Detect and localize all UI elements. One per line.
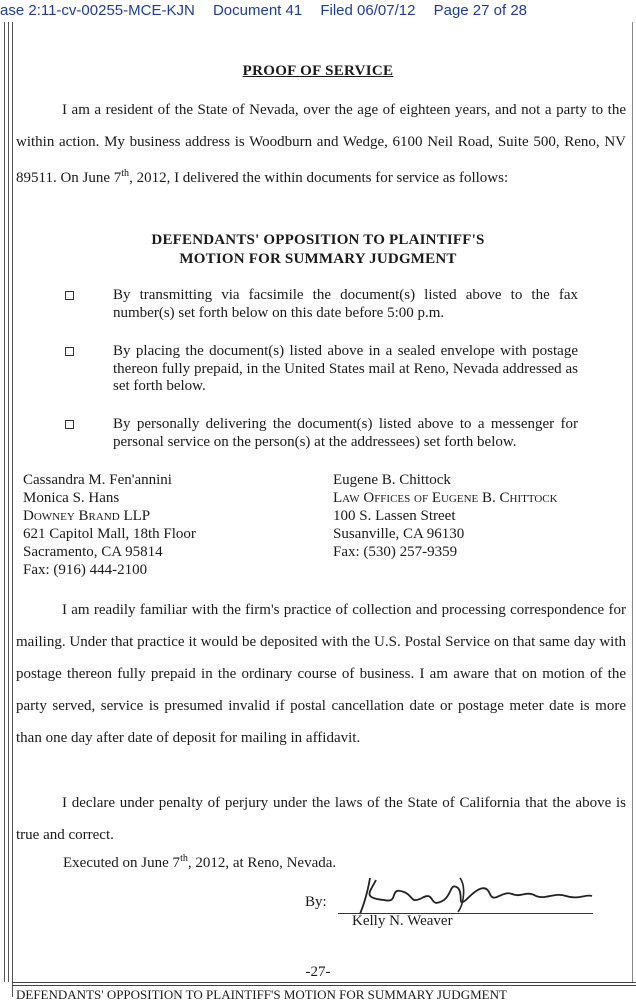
page-number: -27- xyxy=(305,964,331,980)
by-label: By: xyxy=(305,894,327,910)
address-line: Eugene B. Chittock xyxy=(333,472,451,488)
address-line: 100 S. Lassen Street xyxy=(333,508,456,524)
address-line: Monica S. Hans xyxy=(23,490,120,506)
filed-date: Filed 06/07/12 xyxy=(320,2,416,19)
service-option-text: By personally delivering the document(s) listed above to a messenger for personal service on the person(s) at the addressees) set forth below. xyxy=(113,416,578,450)
served-document-title-line2: MOTION FOR SUMMARY JUDGMENT xyxy=(179,251,457,267)
address-line: Fax: (530) 257-9359 xyxy=(333,544,458,560)
document-number: Document 41 xyxy=(212,2,303,19)
address-line: Susanville, CA 96130 xyxy=(333,526,465,542)
address-block-left xyxy=(23,471,196,579)
left-margin-line-inner xyxy=(8,22,9,982)
address-line: Fax: (916) 444-2100 xyxy=(23,562,148,578)
practice-paragraph: I am readily familiar with the firm's practice of collection and processing correspondence for mailing. Under that practice it would be deposited with the U.S. Postal Service on that same day with postage thereon fully prepaid in the ordinary course of business. I am aware that on motion of the party served, service is presumed invalid if postal cancellation date or postage meter date is more than one day after date of deposit for mailing in affidavit. xyxy=(16,602,626,746)
address-line: Law Offices of Eugene B. Chittock xyxy=(333,490,558,506)
personal-checkbox xyxy=(65,420,74,429)
address-block-right xyxy=(333,471,558,561)
address-line: 621 Capitol Mall, 18th Floor xyxy=(23,526,196,542)
signer-name: Kelly N. Weaver xyxy=(352,913,453,929)
left-margin-line-outer xyxy=(4,22,5,982)
served-document-title xyxy=(0,231,636,269)
left-margin-line-text xyxy=(12,22,13,997)
page-title: PROOF OF SERVICE xyxy=(242,63,394,79)
execution-line: Executed on June 7th, 2012, at Reno, Nevada. xyxy=(63,853,337,871)
address-line: Downey Brand LLP xyxy=(23,508,151,524)
fax-checkbox xyxy=(65,291,74,300)
filing-header xyxy=(0,0,636,22)
footer-rule-top xyxy=(12,982,636,983)
footer-rule-bottom xyxy=(12,985,636,986)
declaration-paragraph: I declare under penalty of perjury under the laws of the State of California that the above is true and correct. xyxy=(16,795,626,843)
document-footer: DEFENDANTS' OPPOSITION TO PLAINTIFF'S MOTION FOR SUMMARY JUDGMENT xyxy=(16,987,507,1002)
served-document-title-line1: DEFENDANTS' OPPOSITION TO PLAINTIFF'S xyxy=(151,232,485,248)
page-indicator: Page 27 of 28 xyxy=(433,2,528,19)
address-line: Sacramento, CA 95814 xyxy=(23,544,163,560)
address-line: Cassandra M. Fen'annini xyxy=(23,472,172,488)
case-number: ase 2:11-cv-00255-MCE-KJN xyxy=(0,2,195,19)
intro-paragraph: I am a resident of the State of Nevada, over the age of eighteen years, and not a party to the within action. My business address is Woodburn and Wedge, 6100 Neil Road, Suite 500, Reno, NV 89511. On June 7th, 2012, I delivered the within documents for service as follows: xyxy=(16,102,626,186)
service-option-text: By transmitting via facsimile the document(s) listed above to the fax number(s) set forth below on this date before 5:00 p.m. xyxy=(113,287,578,321)
mail-checkbox xyxy=(65,347,74,356)
service-option-text: By placing the document(s) listed above in a sealed envelope with postage thereon fully prepaid, in the United States mail at Reno, Nevada addressed as set forth below. xyxy=(113,343,578,394)
right-margin-line xyxy=(632,22,633,982)
